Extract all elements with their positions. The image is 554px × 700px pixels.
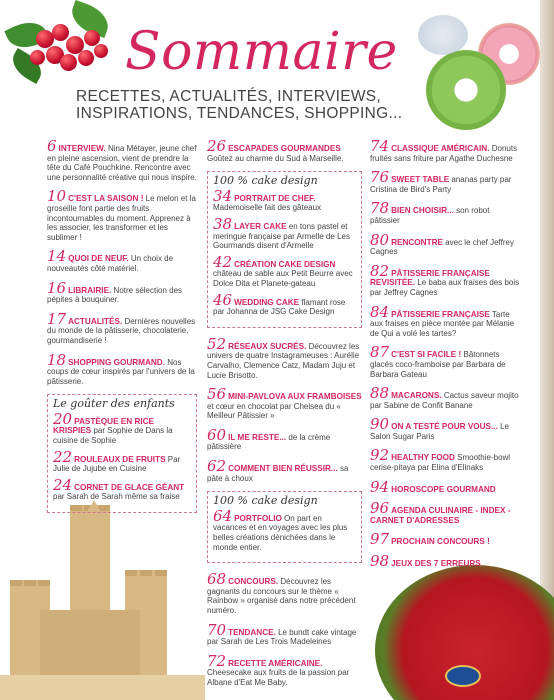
toc-entry [207, 651, 362, 688]
toc-entry [370, 446, 520, 473]
toc-entry [370, 261, 520, 298]
toc-entry [53, 475, 191, 502]
entry-description: Bâtonnets glacés coco-framboise par Barbara de Barbara Gateau [370, 350, 506, 379]
entry-label: MINI-PAVLOVA AUX FRAMBOISES [228, 392, 362, 402]
cake-list-1 [213, 186, 356, 317]
entry-description: Smoothie-bowl cerise-pitaya par Elina d'Elinaks [370, 453, 511, 473]
page-number: 24 [53, 475, 73, 494]
toc-entry [207, 137, 362, 163]
page-number: 14 [47, 247, 67, 266]
page-subtitle: RECETTES, ACTUALITÉS, INTERVIEWS, INSPIRATIONS, TENDANCES, SHOPPING... [76, 88, 403, 122]
page-number: 70 [207, 620, 227, 639]
toc-entry [370, 477, 520, 496]
entry-label: ESCAPADES GOURMANDES [228, 144, 341, 153]
entry-description: son robot pâtissier [370, 206, 490, 225]
toc-entry [47, 278, 197, 305]
entry-label: PORTRAIT DE CHEF. [234, 193, 316, 203]
entry-label: HOROSCOPE GOURMAND [391, 484, 496, 494]
toc-entry [370, 552, 520, 571]
toc-entry [47, 187, 197, 242]
page-number: 72 [207, 651, 227, 670]
toc-entry [47, 137, 197, 182]
toc-entry [370, 137, 520, 163]
page-number: 68 [207, 570, 227, 589]
toc-entry [207, 385, 362, 421]
toc-entry [370, 499, 520, 525]
entry-label: CONCOURS. [228, 577, 279, 587]
entry-description: par Sarah de Sarah même sa fraise [53, 492, 180, 502]
toc-entry [213, 214, 356, 251]
toc-list-2-top [207, 137, 362, 163]
entry-label: PASTÈQUE EN RICE KRISPIES [53, 416, 155, 436]
toc-list-2-mid [207, 334, 362, 484]
page-number: 96 [370, 499, 390, 518]
entry-description: Le melon et la groseille font partie des fruits incontournables du moment. Apprenez à les associer, les transformer et les sublimer ! [47, 194, 196, 242]
cake-box-2-title: 100 % cake design [213, 494, 318, 508]
entry-description: Tarte aux fraises en pièce montée par Mélanie de Qui a volé les tartes? [370, 309, 515, 338]
page-number: 87 [370, 343, 390, 362]
column-1 [47, 137, 197, 523]
entry-description: par Sophie de Dans la cuisine de Sophie [53, 426, 173, 446]
toc-entry [47, 309, 197, 346]
entry-label: ON A TESTÉ POUR VOUS... [391, 422, 498, 432]
page-number: 22 [53, 447, 73, 466]
entry-label: LIBRAIRIE. [68, 285, 112, 295]
entry-description: ananas party par Cristina de Bird's Party [370, 175, 512, 194]
entry-label: COMMENT BIEN RÉUSSIR... [228, 464, 338, 474]
page-number: 88 [370, 384, 390, 403]
entry-description: Cheesecake aux fruits de la passion par Albane d'Eat Me Baby. [207, 668, 350, 687]
entry-label: PORTFOLIO [234, 513, 282, 523]
page-number: 52 [207, 334, 227, 353]
page-number: 10 [47, 187, 67, 206]
entry-label: WEDDING CAKE [234, 297, 300, 307]
page-number: 60 [207, 425, 227, 444]
entry-description: château de sable aux Petit Beurre avec Dolce Dita et Planete-gateau [213, 269, 353, 288]
toc-entry [213, 506, 356, 552]
donut-image [418, 15, 543, 135]
entry-description: Nos coups de cœur inspirés par l'univers de la pâtisserie. [47, 357, 195, 386]
toc-entry [370, 168, 520, 194]
page-number: 76 [370, 168, 390, 187]
cake-box-1 [207, 171, 362, 328]
toc-entry [207, 457, 362, 483]
entry-description: Goûtez au charme du Sud à Marseille. [207, 153, 344, 163]
page-number: 6 [47, 137, 57, 155]
toc-list-2-bottom [207, 570, 362, 687]
page-number: 17 [47, 309, 67, 328]
toc-entry [207, 620, 362, 647]
entry-label: CRÉATION CAKE DESIGN [234, 259, 336, 269]
entry-label: ROULEAUX DE FRUITS [74, 454, 166, 464]
entry-label: RÉSEAUX SUCRÉS. [228, 341, 307, 351]
toc-entry [53, 447, 191, 474]
entry-label: AGENDA CULINAIRE - INDEX - CARNET D'ADRESSES [370, 506, 511, 525]
entry-label: LAYER CAKE [234, 221, 287, 231]
cake-box-1-title: 100 % cake design [213, 174, 318, 188]
page-number: 62 [207, 457, 227, 476]
page-number: 34 [213, 186, 233, 205]
entry-description: Le bundt cake vintage par Sarah de Les Trois Madeleines [207, 627, 357, 647]
page-number: 46 [213, 290, 233, 309]
page-number: 56 [207, 385, 227, 404]
page-number: 16 [47, 278, 67, 297]
kids-box-title: Le goûter des enfants [53, 397, 175, 411]
toc-entry [207, 570, 362, 615]
page-number: 38 [213, 214, 233, 233]
entry-description: Le baba aux fraises des bois par Jeffrey Cagnes [370, 278, 520, 297]
entry-description: et cœur en chocolat par Chelsea du « Meilleur Pâtissier » [207, 401, 341, 421]
entry-label: HEALTHY FOOD [391, 453, 455, 463]
toc-entry [370, 199, 520, 225]
entry-label: JEUX DES 7 ERREURS [391, 559, 481, 569]
entry-description: en tons pastel et meringue française par Armelle de Les Gourmands disent d'Armelle [213, 221, 350, 251]
toc-entry [213, 290, 356, 317]
toc-entry [207, 425, 362, 452]
redcurrant-image [0, 0, 120, 95]
toc-entry [207, 334, 362, 380]
page-number: 64 [213, 506, 233, 525]
entry-label: TENDANCE. [228, 627, 276, 637]
page-number: 78 [370, 199, 390, 218]
entry-description: Notre sélection des pépites à bouquiner. [47, 285, 183, 305]
entry-label: PROCHAIN CONCOURS ! [391, 537, 490, 547]
toc-entry [370, 343, 520, 379]
kids-list [53, 409, 191, 502]
entry-description: Mademoiselle fait des gâteaux [213, 203, 322, 213]
toc-entry [370, 302, 520, 339]
toc-entry [213, 186, 356, 213]
toc-entry [370, 230, 520, 257]
entry-description: Le Salon Sugar Paris [370, 422, 509, 441]
cake-list-2 [213, 506, 356, 552]
entry-description: Donuts fruités sans friture par Agathe Duchesne [370, 144, 518, 163]
page-number: 94 [370, 477, 390, 496]
entry-label: ACTUALITÉS. [68, 316, 123, 326]
column-3 [370, 137, 520, 577]
entry-label: SHOPPING GOURMAND. [68, 357, 165, 367]
entry-description: Un choix de nouveautés côté matériel. [47, 254, 174, 273]
page-number: 97 [370, 530, 390, 549]
page-number: 18 [47, 350, 67, 369]
entry-description: sa pâte à choux [207, 464, 349, 483]
page-title: Sommaire [125, 22, 398, 82]
cake-box-2 [207, 491, 362, 563]
entry-description: Dernières nouvelles du monde de la pâtisserie, chocolaterie, gourmandiserie ! [47, 316, 196, 345]
entry-description: de la crème pâtissière [207, 432, 331, 452]
entry-description: Découvrez les univers de quatre Instagrameuses : Aurélie Carvalho, Clemence Catz, Madam Juju et Lucie Brisotto. [207, 341, 360, 380]
entry-label: PÂTISSERIE FRANÇAISE [391, 309, 490, 319]
entry-label: CLASSIQUE AMÉRICAIN. [391, 144, 490, 153]
entry-label: C'EST LA SAISON ! [68, 194, 144, 204]
entry-label: MACARONS. [391, 391, 442, 401]
entry-label: QUOI DE NEUF. [68, 254, 129, 264]
entry-label: BIEN CHOISIR... [391, 206, 454, 216]
page-number: 84 [370, 302, 390, 321]
entry-label: CORNET DE GLACE GÉANT [74, 482, 185, 492]
toc-entry [370, 384, 520, 410]
entry-description: avec le chef Jeffrey Cagnes [370, 237, 514, 257]
toc-entry [370, 530, 520, 549]
entry-description: flamant rose par Johanna de JSG Cake Design [213, 297, 346, 317]
entry-label: IL ME RESTE... [228, 432, 287, 442]
entry-description: Découvrez les gagnants du concours sur le thème « Rainbow » organisé dans notre précédent numéro. [207, 577, 356, 615]
column-2 [207, 137, 362, 696]
entry-label: SWEET TABLE [391, 175, 450, 185]
toc-list-1 [47, 137, 197, 386]
toc-entry [47, 247, 197, 273]
entry-label: RENCONTRE [391, 237, 443, 247]
page-number: 90 [370, 415, 390, 434]
entry-label: RECETTE AMÉRICAINE. [228, 658, 323, 668]
entry-label: PÂTISSERIE FRANÇAISE REVISITÉE. [370, 268, 490, 288]
page-number: 92 [370, 446, 390, 465]
page-number: 26 [207, 137, 227, 155]
toc-entry [370, 415, 520, 441]
kids-box [47, 394, 197, 513]
entry-label: C'EST SI FACILE ! [391, 350, 462, 360]
page-number: 80 [370, 230, 390, 249]
entry-description: Par Julie de Jujube en Cuisine [53, 454, 181, 474]
entry-description: Nina Métayer, jeune chef en pleine ascension, vient de prendre la tête du Café Pouchkine. Rencontre avec une personnalité créative qui nous inspire. [47, 144, 197, 182]
entry-label: INTERVIEW. [58, 144, 106, 153]
toc-list-3 [370, 137, 520, 571]
page-number: 74 [370, 137, 390, 155]
page-number: 20 [53, 409, 73, 428]
entry-description: On part en vacances et en voyages avec les plus belles créations dénichées dans le monde entier. [213, 513, 348, 552]
page-number: 98 [370, 552, 390, 571]
page-number: 42 [213, 252, 233, 271]
toc-entry [47, 350, 197, 387]
toc-entry [213, 252, 356, 289]
strawberry-plate-image [375, 565, 554, 700]
page-number: 82 [370, 261, 390, 280]
entry-description: Cactus saveur mojito par Sabine de Confit Banane [370, 391, 519, 410]
sandcastle-image [0, 500, 205, 700]
toc-entry [53, 409, 191, 446]
